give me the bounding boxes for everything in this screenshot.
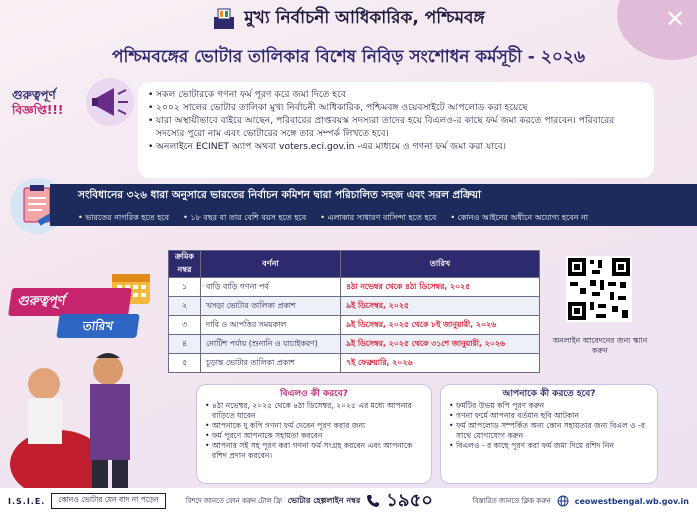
notice-box <box>138 82 654 178</box>
row-description: দাবি ও আপত্তির সময়কাল <box>201 316 341 335</box>
globe-icon <box>557 495 569 507</box>
row-serial: ২ <box>169 297 201 316</box>
notice-item: • ২০০২ সালের ভোটার তালিকা মুখ্য নির্বাচনী আধিকারিক, পশ্চিমবঙ্গ ওয়েবসাইটে আপলোড করা হয়েছে <box>148 101 644 114</box>
ballot-box-icon <box>212 7 236 31</box>
voter-duties-box <box>440 384 658 484</box>
list-item: • ৪ঠা নভেম্বর, ২০২৫ থেকে ৪ঠা ডিসেম্বর, ২০২৫ এর মধ্যে আপনার বাড়িতে যাবেন <box>205 401 423 421</box>
important-tag: গুরুত্বপূর্ণ <box>8 288 132 316</box>
schedule-table <box>168 250 540 373</box>
eligibility-item: • ভারতের নাগরিক হতে হবে <box>78 212 169 225</box>
footer-tagline: কোনও ভোটার যেন বাদ না পড়েন <box>51 493 165 509</box>
notice-item: • যারা অস্থায়ীভাবে বাইরে আছেন, পরিবারের প্রাপ্তবয়স্ক সদস্যরা তাদের হয়ে বিএলও-র কাছে ফর্ম জমা করতে পারবেন। পরিবারের সদস্যের পুরো নাম এবং ভোটারের সঙ্গে তার সম্পর্ক লিখতে হবে। <box>148 114 644 140</box>
list-item: • আপনাকে দু কপি গণনা ফর্ম দেবেন পূরণ করার জন্য <box>205 421 423 431</box>
row-description: বাড়ি বাড়ি গণনা পর্ব <box>201 278 341 297</box>
notice-item: • অনলাইনে ECINET অ্যাপ অথবা voters.eci.gov.in -এর মাধ্যমে ও গণনা ফর্ম জমা করা যাবে। <box>148 140 644 153</box>
sveep-logo: I.S.I.E. <box>8 496 46 506</box>
row-date: ৪ঠা নভেম্বর থেকে ৪ঠা ডিসেম্বর, ২০২৫ <box>341 278 540 297</box>
header-title: মুখ্য নির্বাচনী আধিকারিক, পশ্চিমবঙ্গ <box>244 8 485 28</box>
megaphone-icon <box>84 76 136 128</box>
important-line1: গুরুত্বপূর্ণ <box>12 88 56 102</box>
qr-code[interactable] <box>566 256 632 322</box>
list-item: • ফর্ম পূরণে আপনাকে সহায়তা করবেন <box>205 431 423 441</box>
blo-box-title: বিএলও কী করবে? <box>280 389 348 399</box>
list-item: • আপনার সই সহ পূরণ করা গণনা ফর্ম সংগ্রহ করবেন এবং আপনাকে রশিদ প্রদান করবেন। <box>205 441 423 461</box>
row-date: ৯ই ডিসেম্বর, ২০২৫ থেকে ৩১শে জানুয়ারী, ২০২৬ <box>341 335 540 354</box>
footer-web <box>473 495 689 507</box>
list-item: • ফর্মটির উভয় কপি পূরণ করুন <box>449 401 649 411</box>
footer <box>0 488 697 514</box>
qr-caption: অনলাইন আবেদনের জন্য স্ক্যান করুন <box>552 336 648 355</box>
important-notice-label <box>12 88 63 118</box>
page-title: পশ্চিমবঙ্গের ভোটার তালিকার বিশেষ নিবিড় সংশোধন কর্মসূচী - ২০২৬ <box>112 47 585 67</box>
voter-box-title: আপনাকে কী করতে হবে? <box>502 389 596 399</box>
row-description: চূড়ান্ত ভোটার তালিকা প্রকাশ <box>201 354 341 373</box>
table-row <box>169 354 540 373</box>
website-link[interactable]: ceowestbengal.wb.gov.in <box>574 496 689 506</box>
notice-item: • সকল ভোটারকে গণনা ফর্ম পূরণ করে জমা দিতে হবে <box>148 88 644 101</box>
list-item: • বিএলও - র কাছে পূরণ করা ফর্ম জমা দিয়ে রশিদ নিন <box>449 441 649 451</box>
eligibility-title: সংবিধানের ৩২৬ ধারা অনুসারে ভারতের নির্বাচন কমিশন দ্বারা পরিচালিত সহজ এবং সরল প্রক্রিয়া <box>78 189 481 201</box>
list-item: • ফর্ম আপলোড সম্পর্কিত অন্য কোন সহায়তার জন্য বিএল ও -র সাথে যোগাযোগ করুন <box>449 421 649 441</box>
table-row <box>169 297 540 316</box>
row-serial: ৫ <box>169 354 201 373</box>
column-header-description: বর্ণনা <box>201 251 341 278</box>
row-date: ৯ই ডিসেম্বর, ২০২৫ থেকে ৮ই জানুয়ারী, ২০২৬ <box>341 316 540 335</box>
row-date: ৯ই ডিসেম্বর, ২০২৫ <box>341 297 540 316</box>
header <box>0 4 697 34</box>
helpline-number[interactable]: ১৯৫০ <box>386 489 433 511</box>
date-tag: তারিখ <box>56 314 139 338</box>
row-serial: ৪ <box>169 335 201 354</box>
helpline-label: ভোটার হেল্পলাইন নম্বর <box>287 495 361 505</box>
eligibility-list <box>78 212 691 225</box>
eligibility-item: • ১৮ বছর বা তার বেশি বয়স হতে হবে <box>183 212 306 225</box>
row-description: নোটিশ পর্যায় (শুনানি ও যাচাইকরণ) <box>201 335 341 354</box>
row-serial: ১ <box>169 278 201 297</box>
table-row <box>169 278 540 297</box>
close-button[interactable]: ✕ <box>664 5 686 33</box>
eligibility-item: • কোনও আইনের অধীনে অযোগ্য হবেন না <box>450 212 588 225</box>
web-note: বিস্তারিত জানতে ক্লিক করুন <box>472 497 551 505</box>
row-serial: ৩ <box>169 316 201 335</box>
column-header-date: তারিখ <box>341 251 540 278</box>
illustration-people <box>0 340 200 500</box>
table-header-row <box>169 251 540 278</box>
table-row <box>169 335 540 354</box>
table-row <box>169 316 540 335</box>
helpline-note: বিশদে জানতে ফোন করুন টোল ফ্রি <box>185 497 282 505</box>
row-date: ৭ই ফেব্রুয়ারি, ২০২৬ <box>341 354 540 373</box>
eligibility-item: • এলাকার সাধারণ বাসিন্দা হতে হবে <box>320 212 436 225</box>
important-line2: বিজ্ঞপ্তি!!! <box>12 103 64 117</box>
row-description: খসড়া ভোটার তালিকা প্রকাশ <box>201 297 341 316</box>
phone-icon <box>366 494 380 508</box>
column-header-serial: ক্রমিক নম্বর <box>169 251 201 278</box>
blo-duties-box <box>196 384 432 484</box>
eligibility-bar <box>50 184 697 226</box>
list-item: • গণনা ফর্মে আপনার বর্তমান ছবি আটকান <box>449 411 649 421</box>
